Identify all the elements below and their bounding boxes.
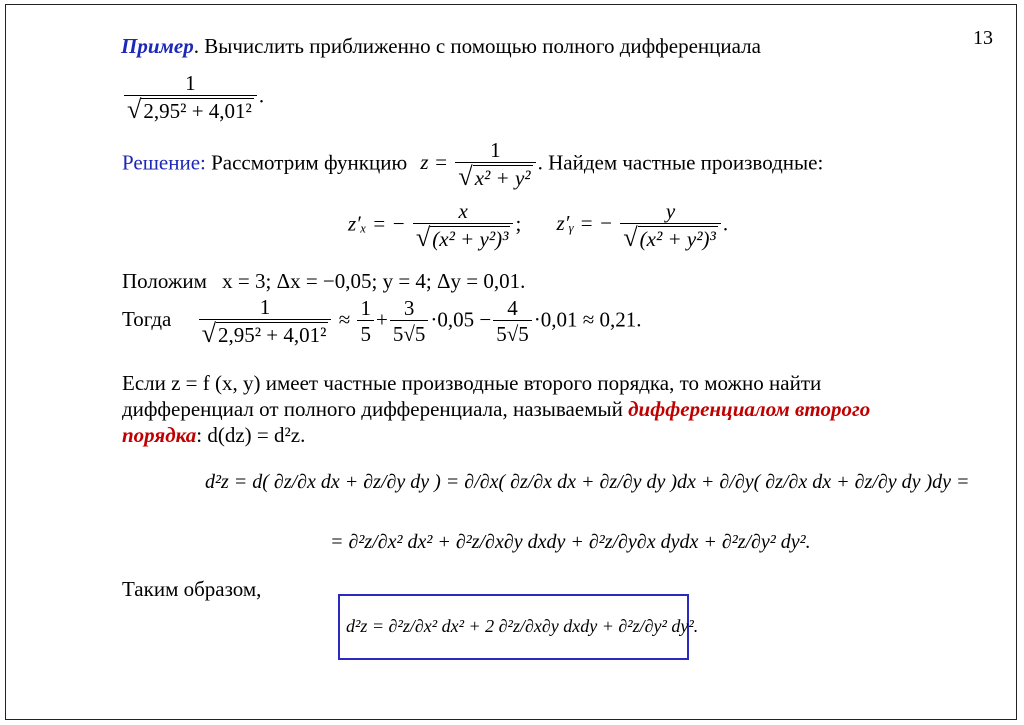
zx-lhs: z′ₓ = − <box>348 211 406 236</box>
then-mid: ·0,05 − <box>430 307 492 332</box>
function-num: 1 <box>490 138 501 162</box>
then-frac-2 <box>390 297 429 346</box>
solution-line <box>122 139 823 190</box>
conclusion-label: Таким образом, <box>122 577 262 601</box>
zy-den: (x² + y²)³ <box>639 227 716 252</box>
then-plus: + <box>375 307 388 332</box>
then-frac-3 <box>493 297 532 346</box>
then-frac-2-den: 5√5 <box>390 320 429 346</box>
second-order-line-3 <box>122 423 305 448</box>
zy-num: y <box>665 199 676 223</box>
then-lhs-num: 1 <box>259 295 271 319</box>
then-line <box>122 296 642 347</box>
solution-label: Решение: <box>122 150 206 175</box>
boxed-formula: d²z = ∂²z/∂x² dx² + 2 ∂²z/∂x∂y dxdy + ∂²z/∂y² dy². <box>346 616 699 636</box>
partials-line <box>348 200 728 251</box>
zx-num: x <box>458 199 468 223</box>
partials-dot: . <box>722 211 729 236</box>
partials-semicolon: ; <box>515 211 522 236</box>
second-order-definition: : d(dz) = d²z. <box>196 423 306 447</box>
example-frac-num: 1 <box>185 71 196 95</box>
example-line <box>121 34 761 59</box>
then-lhs-den: 2,95² + 4,01² <box>218 323 327 348</box>
then-lhs-fraction <box>199 296 332 347</box>
set-values-line <box>122 269 525 294</box>
then-frac-3-num: 4 <box>507 296 518 321</box>
sqrt-icon: √ <box>201 319 216 349</box>
zx-den: (x² + y²)³ <box>432 227 509 252</box>
example-dot: . <box>258 83 265 108</box>
set-values-label: Положим <box>122 269 207 293</box>
set-values-expr: x = 3; Δx = −0,05; y = 4; Δy = 0,01. <box>222 269 526 293</box>
second-order-line-1: Если z = f (x, y) имеет частные производные второго порядка, то можно найти <box>122 371 822 395</box>
second-order-term: дифференциалом второго <box>628 397 871 421</box>
example-fraction <box>124 72 257 123</box>
function-den: x² + y² <box>474 166 531 191</box>
sqrt-icon: √ <box>623 223 638 253</box>
second-differential-formula: d²z = d( ∂z/∂x dx + ∂z/∂y dy ) = ∂/∂x( ∂z/∂x dx + ∂z/∂y dy )dx + ∂/∂y( ∂z/∂x dx + ∂z/∂y dy )dy = <box>205 471 970 493</box>
solution-text: Рассмотрим функцию <box>205 150 408 175</box>
second-order-term-2: порядка <box>122 423 197 447</box>
zy-lhs: z′ᵧ = − <box>556 211 613 236</box>
solution-text-2: . Найдем частные производные: <box>537 150 824 175</box>
example-expression <box>122 72 264 123</box>
then-label: Тогда <box>122 307 172 332</box>
then-frac-1-num: 1 <box>360 296 371 321</box>
then-frac-2-num: 3 <box>403 296 415 321</box>
sqrt-icon: √ <box>415 223 431 253</box>
sqrt-icon: √ <box>458 162 473 192</box>
then-frac-1 <box>357 297 374 346</box>
second-order-text: дифференциал от полного дифференциала, называемый <box>122 397 629 421</box>
then-tail: ·0,01 ≈ 0,21. <box>533 307 642 332</box>
then-frac-1-den: 5 <box>357 320 374 346</box>
example-text: . Вычислить приближенно с помощью полного дифференциала <box>193 34 761 58</box>
then-frac-3-den: 5√5 <box>493 320 532 346</box>
example-frac-den: 2,95² + 4,01² <box>143 99 252 124</box>
second-order-line-2 <box>122 397 870 422</box>
then-approx: ≈ <box>338 307 351 332</box>
example-label: Пример <box>121 34 194 58</box>
sqrt-icon: √ <box>127 95 142 125</box>
function-fraction <box>455 139 535 190</box>
function-lhs: z = <box>420 150 449 175</box>
second-differential-expanded: = ∂²z/∂x² dx² + ∂²z/∂x∂y dxdy + ∂²z/∂y∂x dydx + ∂²z/∂y² dy². <box>330 531 811 553</box>
page-number: 13 <box>973 27 993 49</box>
zy-fraction <box>620 200 721 251</box>
zx-fraction <box>413 200 514 251</box>
